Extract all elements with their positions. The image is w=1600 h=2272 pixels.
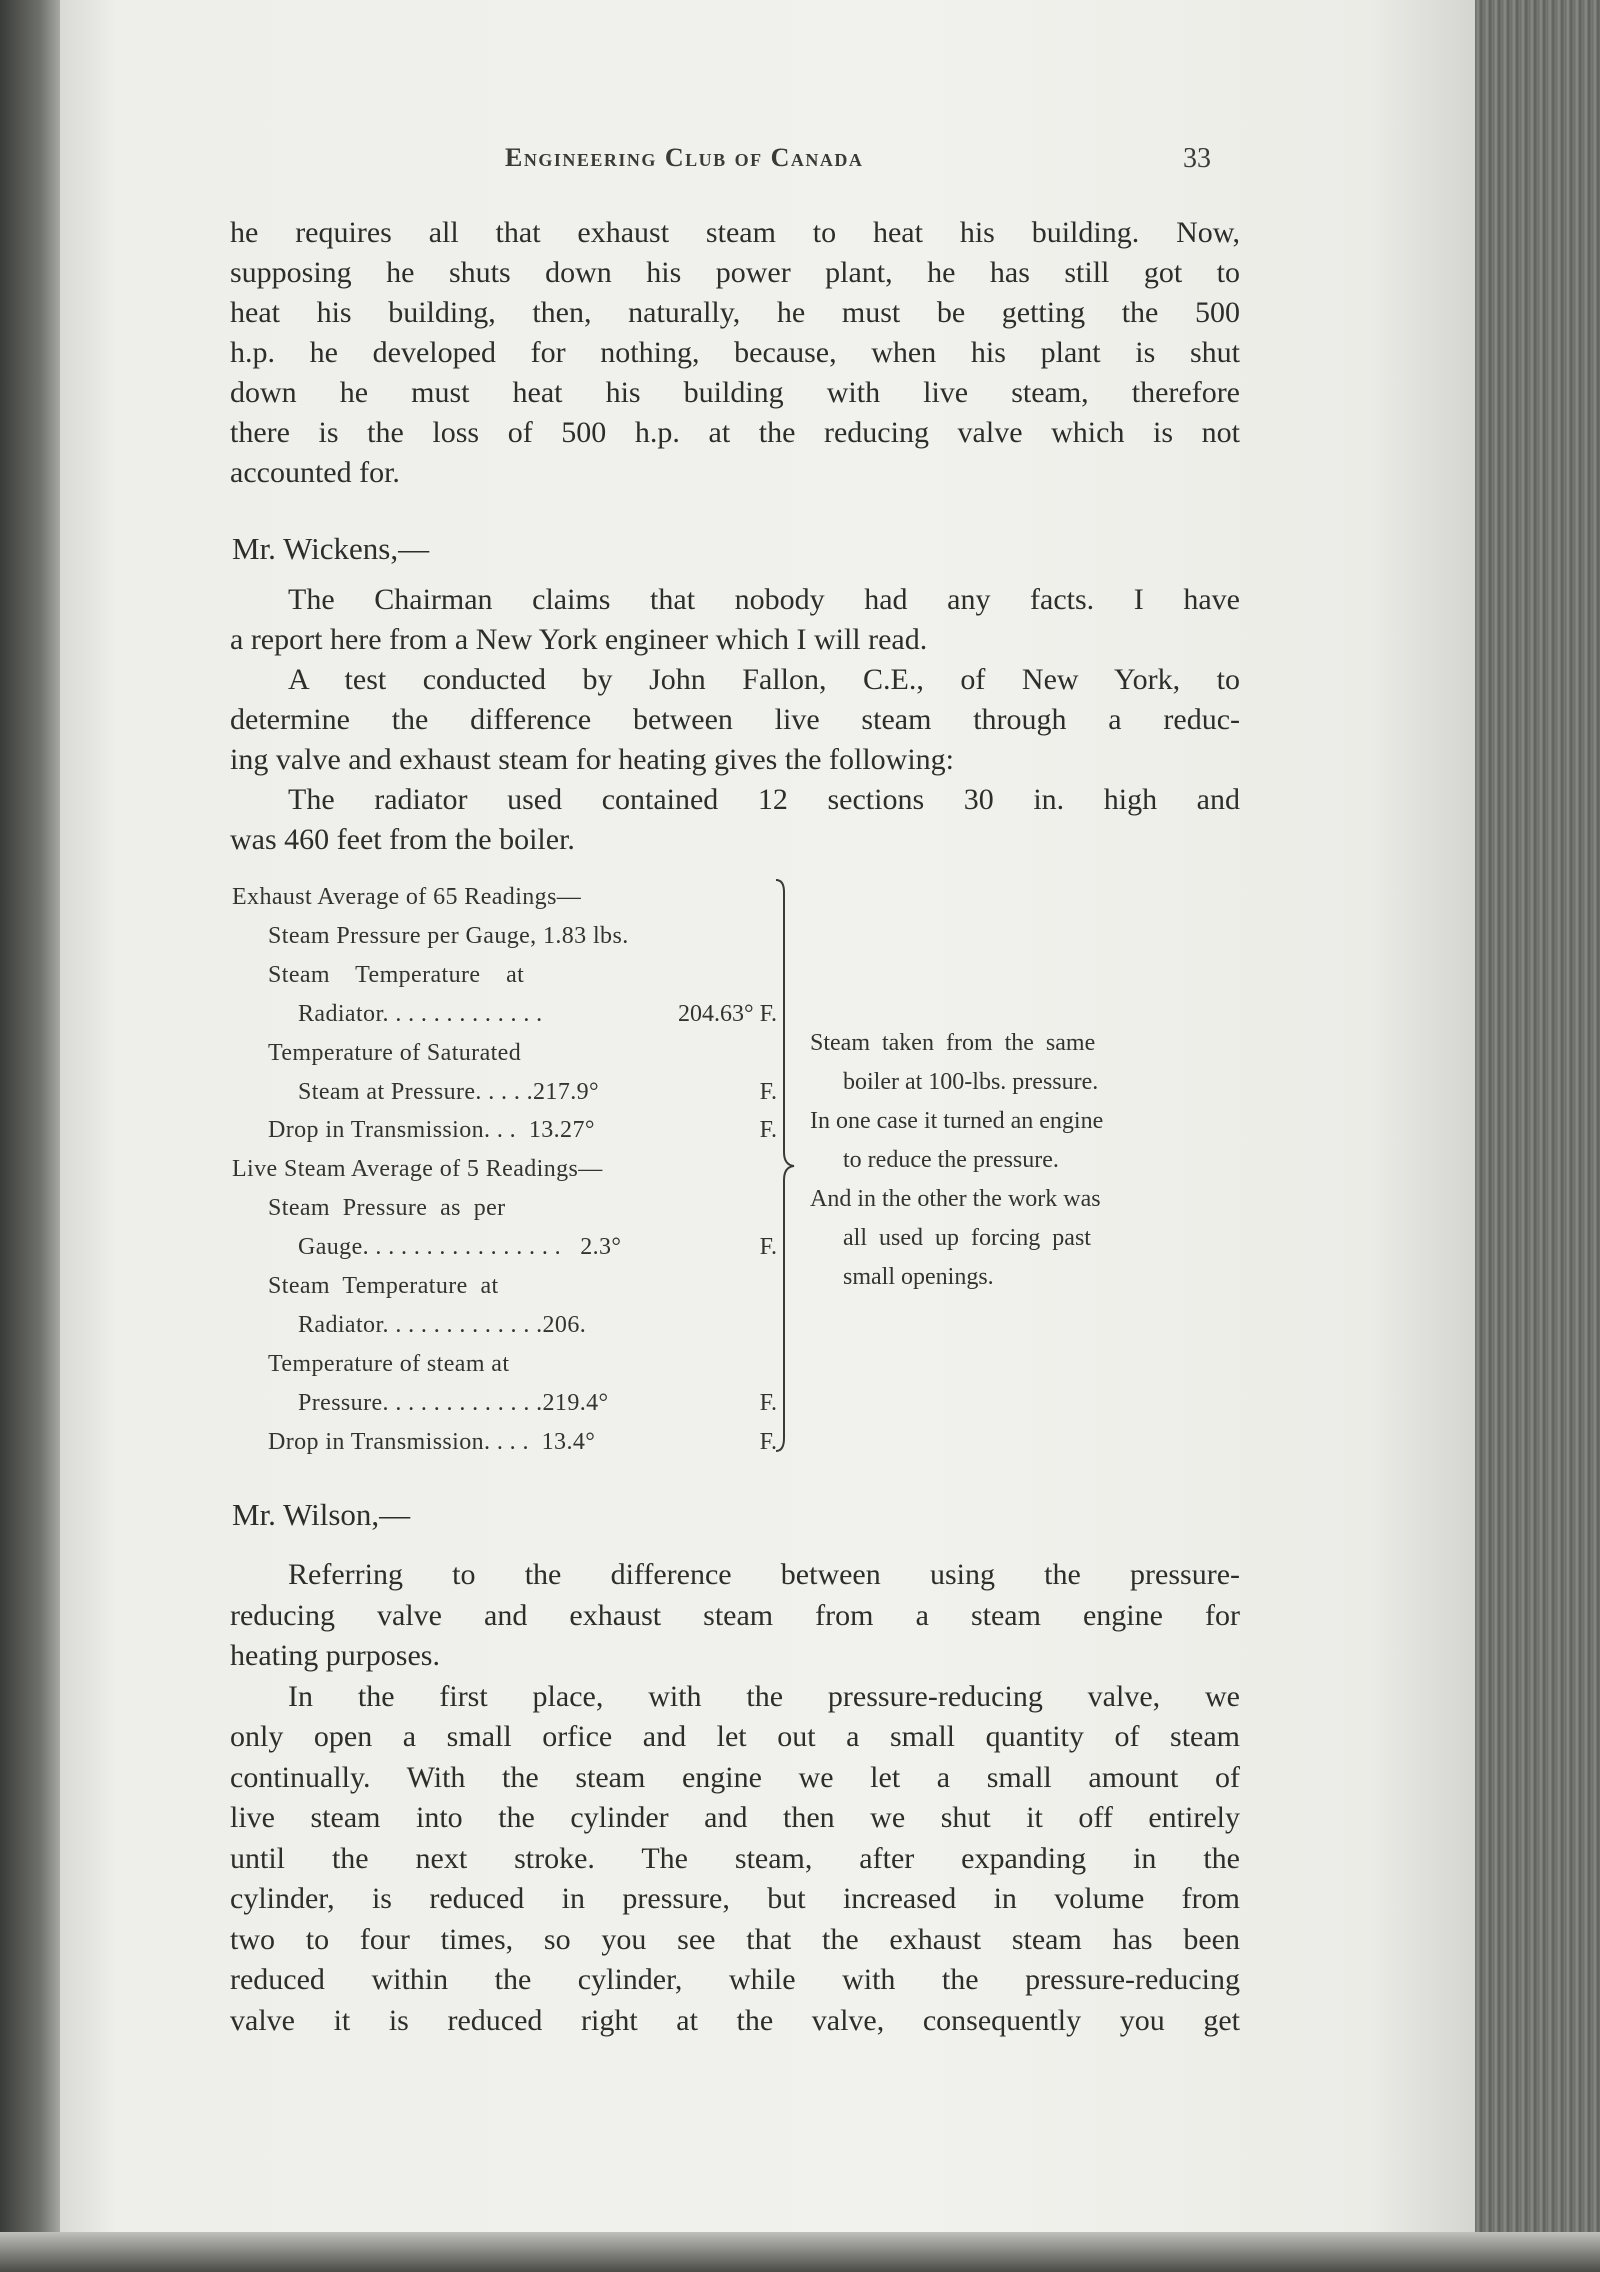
note-line: Steam taken from the same	[810, 1030, 1096, 1056]
text-line: supposing he shuts down his power plant, he has still got to	[230, 256, 1240, 289]
table-row: Radiator. . . . . . . . . . . . . 204.63° F.	[298, 1000, 777, 1027]
text-line: was 460 feet from the boiler.	[230, 823, 575, 856]
page-header	[233, 143, 1211, 177]
text-line: A test conducted by John Fallon, C.E., of New York, to	[288, 663, 1240, 696]
text-line: valve it is reduced right at the valve, consequently you get	[230, 2003, 1240, 2037]
text-line: Referring to the difference between using the pressure-	[288, 1558, 1240, 1591]
text-line: a report here from a New York engineer which I will read.	[230, 623, 928, 656]
table-row: Gauge. . . . . . . . . . . . . . . . 2.3° F.	[298, 1234, 777, 1261]
table-row: Steam Pressure per Gauge, 1.83 lbs.	[268, 922, 629, 949]
text-line: there is the loss of 500 h.p. at the reducing valve which is not	[230, 416, 1240, 449]
running-head: Engineering Club of Canada	[505, 143, 864, 172]
text-line: reducing valve and exhaust steam from a steam engine for	[230, 1598, 1240, 1632]
page-number: 33	[1183, 143, 1211, 174]
table-row: Temperature of steam at	[268, 1350, 510, 1377]
table-note	[810, 1024, 1258, 1297]
note-line: And in the other the work was	[810, 1186, 1101, 1212]
paragraph-5	[230, 1555, 1240, 2041]
table-row: Steam at Pressure. . . . .217.9° F.	[298, 1078, 777, 1105]
page-bottom-shadow	[0, 2232, 1600, 2272]
text-line: continually. With the steam engine we let a small amount of	[230, 1760, 1240, 1794]
speaker-wilson: Mr. Wilson,—	[232, 1497, 411, 1532]
text-line: heating purposes.	[230, 1639, 440, 1672]
text-line: The radiator used contained 12 sections 30 in. high and	[288, 783, 1240, 816]
note-line: all used up forcing past	[843, 1225, 1091, 1251]
table-row: Pressure. . . . . . . . . . . . .219.4° F.	[298, 1389, 777, 1416]
table-row: Drop in Transmission. . . 13.27° F.	[268, 1117, 777, 1144]
paragraph-2	[230, 580, 1240, 860]
text-line: two to four times, so you see that the exhaust steam has been	[230, 1922, 1240, 1956]
text-line: accounted for.	[230, 456, 400, 489]
text-line: down he must heat his building with live steam, therefore	[230, 376, 1240, 409]
text-line: he requires all that exhaust steam to heat his building. Now,	[230, 216, 1240, 249]
note-line: to reduce the pressure.	[843, 1147, 1059, 1173]
note-line: In one case it turned an engine	[810, 1108, 1104, 1134]
text-line: ing valve and exhaust steam for heating gives the following:	[230, 743, 954, 776]
table-row: Drop in Transmission. . . . 13.4° F.	[268, 1428, 777, 1455]
text-line: reduced within the cylinder, while with the pressure-reducing	[230, 1963, 1240, 1996]
note-line: boiler at 100-lbs. pressure.	[843, 1069, 1099, 1095]
readings-table	[232, 878, 777, 1462]
text-line: until the next stroke. The steam, after expanding in the	[230, 1841, 1240, 1875]
table-row: Steam Temperature at	[268, 961, 525, 988]
text-line: In the first place, with the pressure-reducing valve, we	[288, 1679, 1240, 1713]
note-line: small openings.	[843, 1264, 994, 1290]
text-line: h.p. he developed for nothing, because, when his plant is shut	[230, 336, 1240, 369]
table-heading-live: Live Steam Average of 5 Readings—	[232, 1156, 603, 1183]
table-row: Temperature of Saturated	[268, 1039, 522, 1066]
table-row: Steam Pressure as per	[268, 1195, 506, 1222]
text-line: cylinder, is reduced in pressure, but increased in volume from	[230, 1882, 1240, 1915]
table-row: Radiator. . . . . . . . . . . . .206.	[298, 1311, 587, 1338]
table-heading-exhaust: Exhaust Average of 65 Readings—	[232, 884, 582, 910]
page-edges	[1475, 0, 1600, 2272]
text-line: The Chairman claims that nobody had any facts. I have	[288, 583, 1240, 616]
text-line: determine the difference between live steam through a reduc-	[230, 703, 1240, 736]
text-line: only open a small orfice and let out a small quantity of steam	[230, 1720, 1240, 1753]
text-line: heat his building, then, naturally, he must be getting the 500	[230, 296, 1240, 329]
curly-brace	[770, 878, 800, 1453]
speaker-wickens: Mr. Wickens,—	[232, 531, 430, 566]
paragraph-1	[230, 213, 1240, 493]
text-line: live steam into the cylinder and then we shut it off entirely	[230, 1801, 1240, 1834]
table-row: Steam Temperature at	[268, 1273, 499, 1300]
